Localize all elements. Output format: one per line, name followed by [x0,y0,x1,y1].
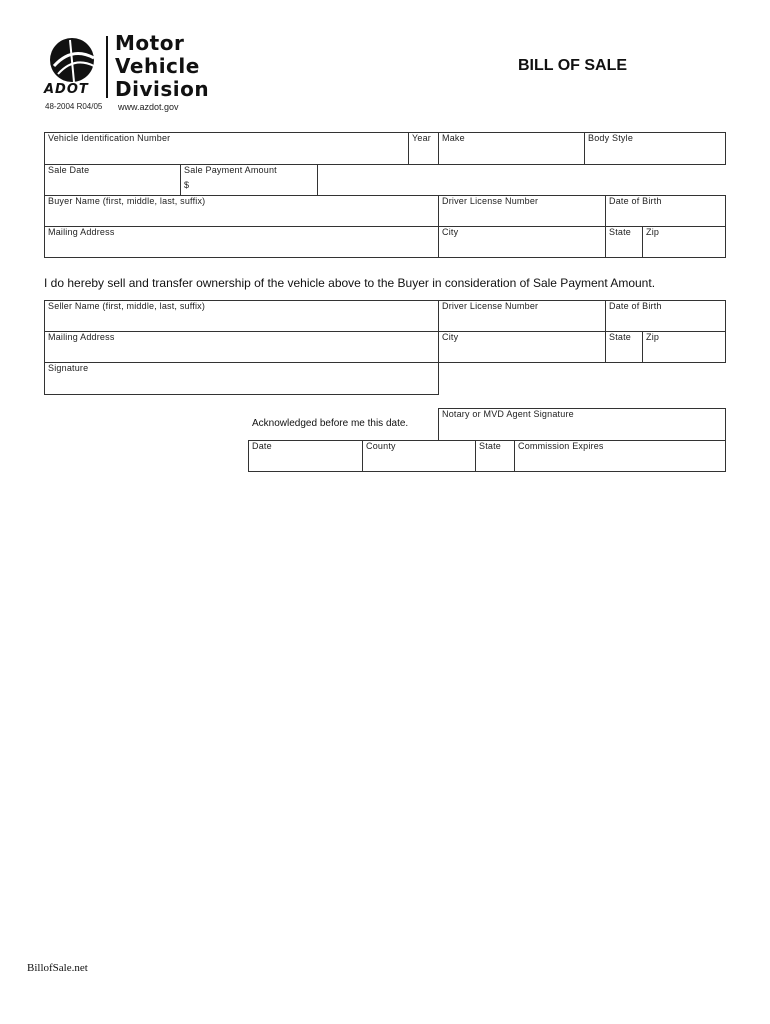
logo-divider [106,36,108,98]
vin-field[interactable]: Vehicle Identification Number [48,133,171,143]
seller-signature-label: Signature [48,363,89,373]
divider [180,164,181,196]
divider [362,440,363,472]
notary-date-field[interactable]: Date [252,441,272,451]
form-number: 48-2004 R04/05 [45,102,103,111]
divider [408,132,409,165]
adot-logo [44,36,104,98]
seller-zip-field[interactable]: Zip [646,332,660,342]
divider [642,226,643,258]
notary-county-field[interactable]: County [366,441,396,451]
divider [438,195,439,258]
seller-address-field[interactable]: Mailing Address [48,332,115,342]
divider [584,132,585,165]
seller-signature-field[interactable] [44,362,439,395]
body-style-field[interactable]: Body Style [588,133,634,143]
seller-state-field[interactable]: State [609,332,632,342]
adot-brand-text: ADOT [44,82,89,97]
buyer-city-field[interactable]: City [442,227,459,237]
seller-dob-field[interactable]: Date of Birth [609,301,662,311]
divider [605,300,606,363]
divider [605,195,606,258]
notary-signature-label: Notary or MVD Agent Signature [442,409,574,419]
divider [475,440,476,472]
buyer-address-field[interactable]: Mailing Address [48,227,115,237]
buyer-license-field[interactable]: Driver License Number [442,196,539,206]
website-link[interactable]: www.azdot.gov [118,102,179,112]
divider [514,440,515,472]
page-title: BILL OF SALE [518,57,628,74]
seller-city-field[interactable]: City [442,332,459,342]
divider [438,132,439,165]
transfer-statement: I do hereby sell and transfer ownership of the vehicle above to the Buyer in consideration of Sale Payment Amount. [44,276,656,290]
seller-name-field[interactable]: Seller Name (first, middle, last, suffix) [48,301,206,311]
logo-line-division: Division [115,77,210,101]
year-field[interactable]: Year [412,133,431,143]
divider [642,331,643,363]
make-field[interactable]: Make [442,133,465,143]
seller-license-field[interactable]: Driver License Number [442,301,539,311]
buyer-zip-field[interactable]: Zip [646,227,660,237]
acknowledged-text: Acknowledged before me this date. [252,418,409,429]
sale-amount-field[interactable]: Sale Payment Amount [184,165,277,175]
currency-symbol: $ [184,180,190,190]
logo-line-motor: Motor [115,31,185,55]
footer-source: BillofSale.net [27,962,88,974]
notary-state-field[interactable]: State [479,441,502,451]
commission-expires-field[interactable]: Commission Expires [518,441,604,451]
divider [438,300,439,363]
sale-date-field[interactable]: Sale Date [48,165,90,175]
buyer-state-field[interactable]: State [609,227,632,237]
buyer-name-field[interactable]: Buyer Name (first, middle, last, suffix) [48,196,206,206]
logo-line-vehicle: Vehicle [115,54,200,78]
buyer-dob-field[interactable]: Date of Birth [609,196,662,206]
